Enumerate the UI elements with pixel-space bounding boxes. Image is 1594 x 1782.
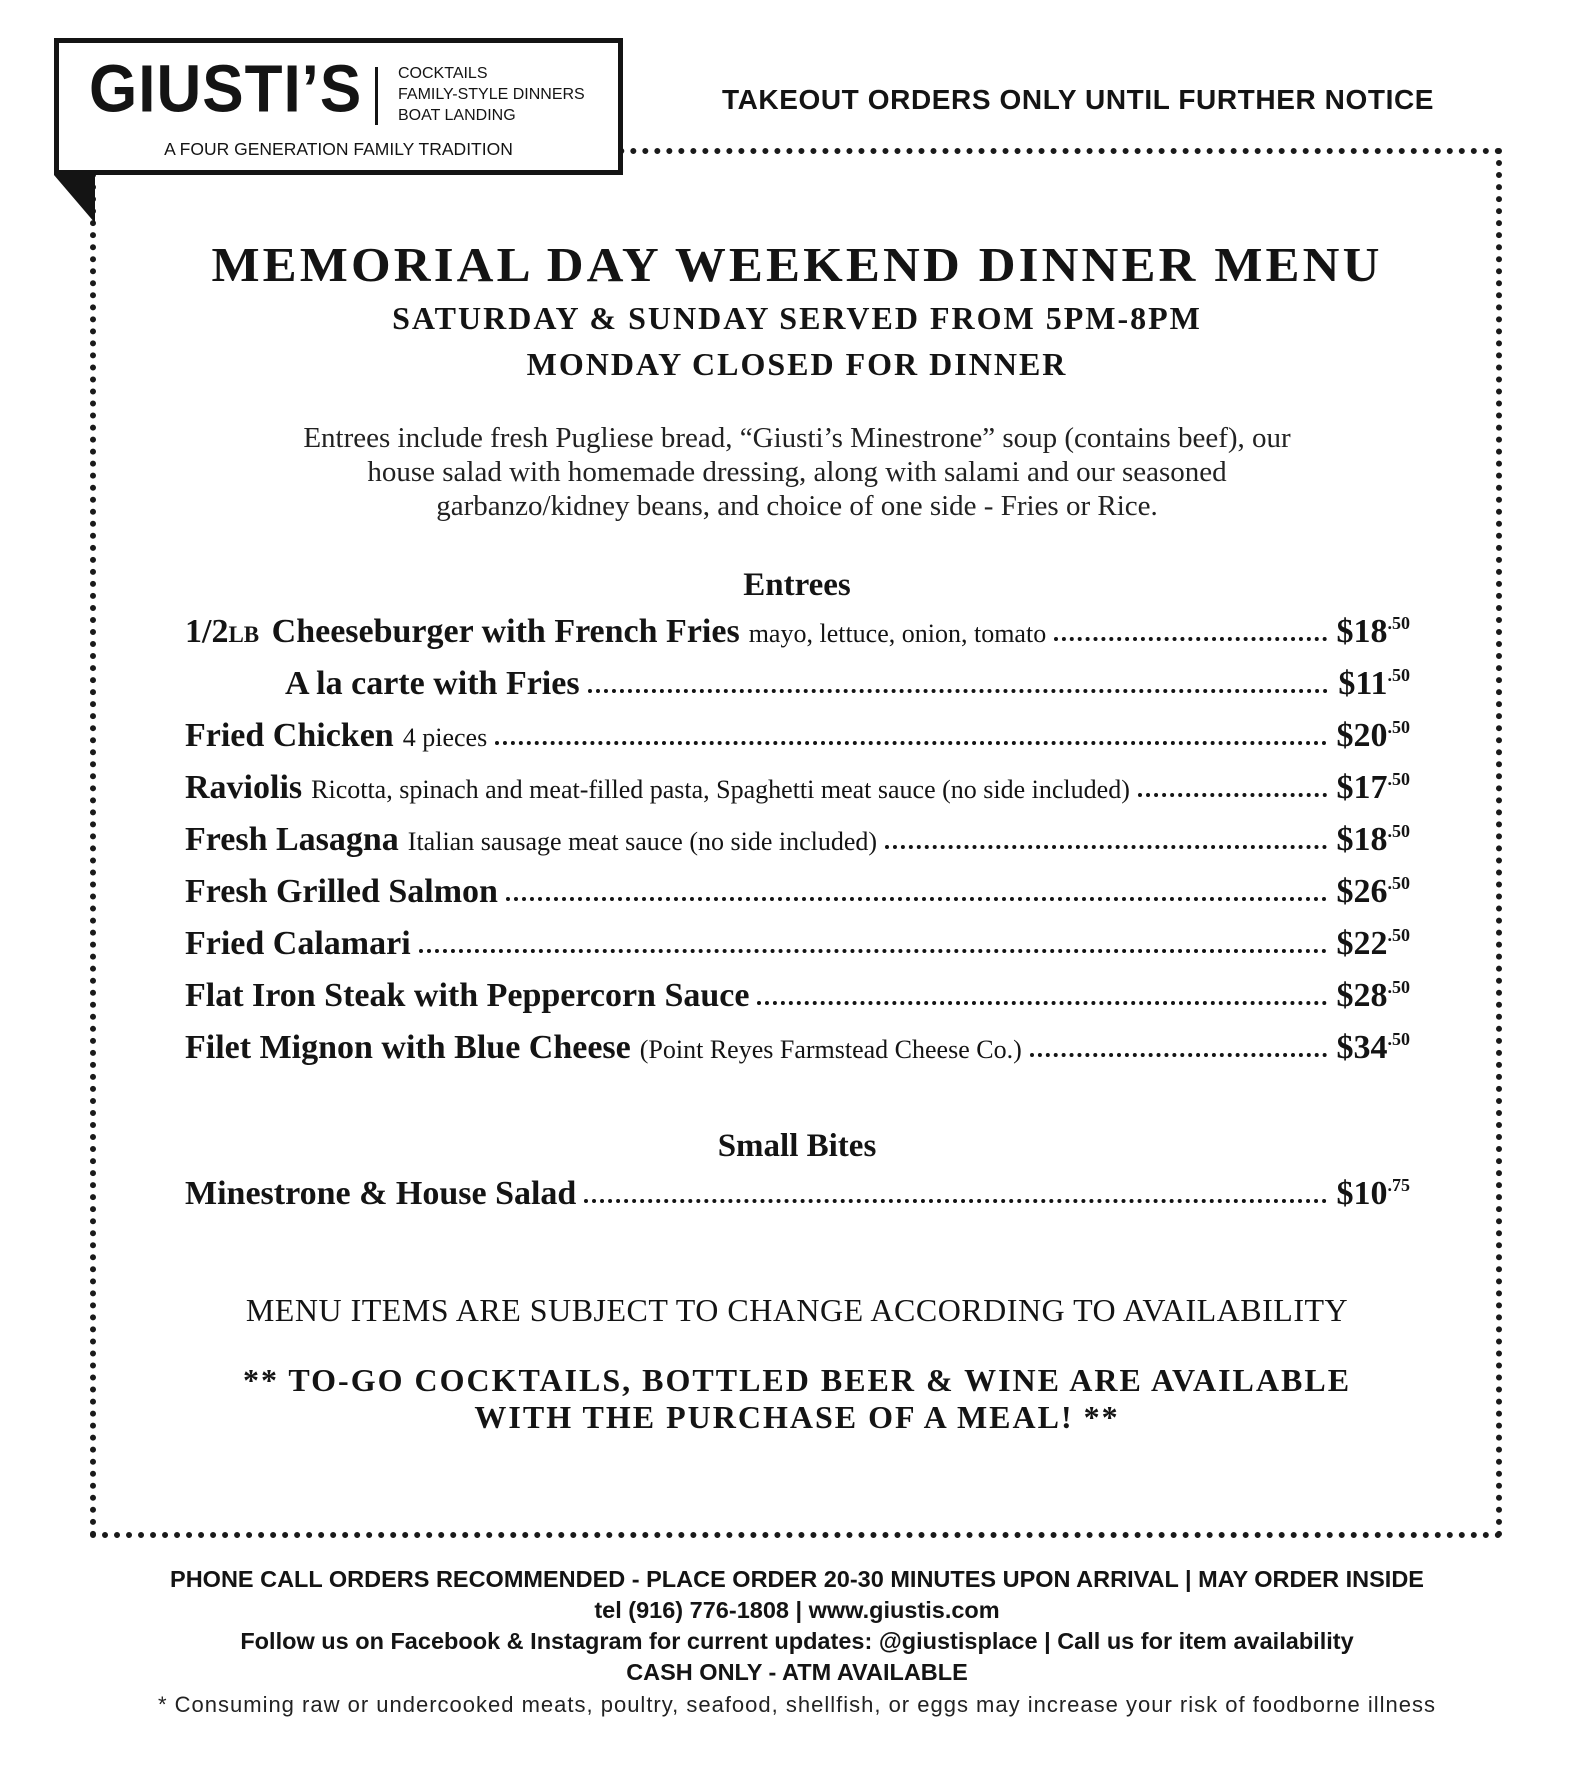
item-description: 4 pieces xyxy=(402,723,488,752)
price-dollars: $28 xyxy=(1336,977,1388,1014)
menu-closed-notice: MONDAY CLOSED FOR DINNER xyxy=(526,346,1068,382)
footer-social: Follow us on Facebook & Instagram for current updates: @giustisplace | Call us for item availability xyxy=(240,1628,1354,1654)
item-name: Fried Calamari xyxy=(185,925,411,962)
price-dollars: $18 xyxy=(1336,821,1388,858)
price-cents: .50 xyxy=(1387,873,1410,893)
logo-service-boat: BOAT LANDING xyxy=(398,107,516,124)
menu-title: MEMORIAL DAY WEEKEND DINNER MENU xyxy=(211,237,1383,292)
item-description: Italian sausage meat sauce (no side included) xyxy=(407,827,878,856)
item-description: Ricotta, spinach and meat-filled pasta, Spaghetti meat sauce (no side included) xyxy=(311,775,1130,804)
price-dollars: $17 xyxy=(1336,769,1388,806)
footer-phone-orders: PHONE CALL ORDERS RECOMMENDED - PLACE ORDER 20-30 MINUTES UPON ARRIVAL | MAY ORDER INSIDE xyxy=(170,1566,1424,1592)
restaurant-name: GIUSTI’S xyxy=(89,52,363,127)
price-dollars: $34 xyxy=(1336,1029,1388,1066)
item-name: Fried Chicken xyxy=(185,717,394,754)
price-dollars: $22 xyxy=(1336,925,1388,962)
price-cents: .50 xyxy=(1387,665,1410,685)
price-cents: .50 xyxy=(1387,717,1410,737)
footer-contact: tel (916) 776-1808 | www.giustis.com xyxy=(594,1597,1000,1623)
entrees-heading: Entrees xyxy=(743,567,851,603)
logo-services xyxy=(398,63,613,126)
logo-corner-tab xyxy=(54,175,95,223)
intro-line: house salad with homemade dressing, along with salami and our seasoned xyxy=(367,456,1227,488)
price-cents: .50 xyxy=(1387,925,1410,945)
intro-line: Entrees include fresh Pugliese bread, “Giusti’s Minestrone” soup (contains beef), our xyxy=(303,422,1291,454)
logo-tagline: A FOUR GENERATION FAMILY TRADITION xyxy=(164,139,513,159)
logo-service-cocktails: COCKTAILS xyxy=(398,65,488,82)
footer-cash-only: CASH ONLY - ATM AVAILABLE xyxy=(626,1659,968,1685)
item-name: Fresh Lasagna xyxy=(185,821,399,858)
price-dollars: $26 xyxy=(1336,873,1388,910)
takeout-notice: TAKEOUT ORDERS ONLY UNTIL FURTHER NOTICE xyxy=(721,84,1435,115)
price-dollars: $20 xyxy=(1336,717,1388,754)
togo-line: WITH THE PURCHASE OF A MEAL! ** xyxy=(474,1399,1120,1435)
logo-divider xyxy=(375,67,378,125)
togo-line: ** TO-GO COCKTAILS, BOTTLED BEER & WINE ARE AVAILABLE xyxy=(242,1362,1352,1398)
dotted-border xyxy=(90,148,1502,1538)
logo-service-dinners: FAMILY-STYLE DINNERS xyxy=(398,86,585,103)
item-name: A la carte with Fries xyxy=(285,665,580,702)
item-name: Filet Mignon with Blue Cheese xyxy=(185,1029,631,1066)
price-dollars: $11 xyxy=(1338,665,1388,702)
item-description: mayo, lettuce, onion, tomato xyxy=(748,619,1047,648)
availability-notice: MENU ITEMS ARE SUBJECT TO CHANGE ACCORDING TO AVAILABILITY xyxy=(245,1292,1349,1328)
price-dollars: $10 xyxy=(1336,1175,1388,1212)
item-description: (Point Reyes Farmstead Cheese Co.) xyxy=(639,1035,1022,1064)
price-cents: .75 xyxy=(1387,1175,1410,1195)
footer-disclaimer: * Consuming raw or undercooked meats, poultry, seafood, shellfish, or eggs may increase your risk of foodborne illness xyxy=(157,1692,1437,1717)
item-name: Minestrone & House Salad xyxy=(185,1175,577,1212)
price-cents: .50 xyxy=(1387,1029,1410,1049)
item-name-prefix: 1/2 xyxy=(185,613,229,650)
price-cents: .50 xyxy=(1387,769,1410,789)
item-name: Flat Iron Steak with Peppercorn Sauce xyxy=(185,977,750,1014)
menu-schedule: SATURDAY & SUNDAY SERVED FROM 5PM-8PM xyxy=(392,300,1202,336)
item-name-text: Cheeseburger with French Fries xyxy=(263,613,740,650)
price-cents: .50 xyxy=(1387,613,1410,633)
item-name: Raviolis xyxy=(185,769,303,806)
item-name: Fresh Grilled Salmon xyxy=(185,873,498,910)
intro-line: garbanzo/kidney beans, and choice of one side - Fries or Rice. xyxy=(436,490,1158,522)
price-cents: .50 xyxy=(1387,821,1410,841)
logo-box xyxy=(54,38,623,175)
price-cents: .50 xyxy=(1387,977,1410,997)
small-bites-heading: Small Bites xyxy=(717,1128,877,1164)
price-dollars: $18 xyxy=(1336,613,1388,650)
item-unit: LB xyxy=(228,622,260,647)
